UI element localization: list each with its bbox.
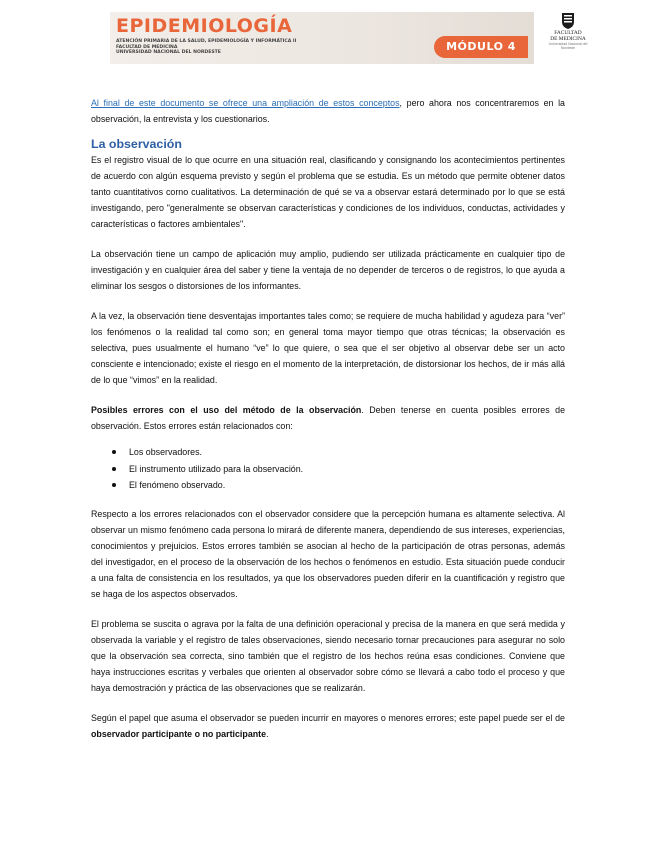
errors-list [91,444,565,494]
modulo-label: MÓDULO 4 [446,40,516,53]
list-item-text: El instrumento utilizado para la observación. [129,463,304,474]
bullet-icon [112,483,116,487]
errors-intro-text: . Deben tenerse en cuenta posibles errores de observación. Estos errores están relacionados con: [91,405,566,431]
modulo-badge [434,36,528,58]
paragraph-definition: Es el registro visual de lo que ocurre en una situación real, clasificando y consignando los acontecimientos pertinentes de acuerdo con algún esquema previsto y según el problema que se estudia. Es un método que permite obtener datos tanto cuantitativos corno cualitativos. La determinación de qué se va a observar estará determinado por lo que se está investigando, pero "generalmente se observan características y condiciones de los individuos, conductas, actividades y características o factores ambientales". [91,155,565,229]
bullet-icon [112,467,116,471]
banner-subtitle [116,39,296,56]
banner-line-1: ATENCIÓN PRIMARIA DE LA SALUD, EPIDEMIOLOGÍA Y INFORMÁTICA II [116,39,297,44]
paragraph-application: La observación tiene un campo de aplicación muy amplio, pudiendo ser utilizada prácticamente en cualquier tipo de investigación y en cualquier área del saber y tiene la ventaja de no depender de terceros o de registros, lo que ayuda a eliminar los sesgos o distorsiones de los informantes. [91,249,565,291]
observer-role-bold: observador participante o no participante [91,728,267,739]
observer-role-end: . [266,728,269,739]
list-item-text: El fenómeno observado. [129,480,226,490]
faculty-logo [546,12,590,64]
paragraph-operational-definition: El problema se suscita o agrava por la falta de una definición operacional y precisa de la manera en que será medida y observada la variable y el registro de tales observaciones, siendo necesario tornar precauciones para asegurar no solo que la observación sea correcta, sino también que el registro de los hechos reúna esas condiciones. Conviene que haya instrucciones escritas y verbales que orienten al observador sobre cómo se llevará a cabo todo el proceso y que haya demostración y práctica de las observaciones que se realizarán. [91,618,565,693]
list-item [91,444,565,461]
document-body [91,95,565,756]
bullet-icon [112,450,116,454]
paragraph-observer-role [91,710,565,742]
banner-line-2: FACULTAD DE MEDICINA [116,44,178,50]
intro-text: , pero ahora nos concentraremos en la observación, la entrevista y los cuestionarios. [91,98,565,124]
list-item [91,477,565,494]
logo-subtitle: Universidad Nacional del Nordeste [548,42,588,50]
crest-icon [561,12,575,30]
errors-subheading: Posibles errores con el uso del método de la observación [91,405,362,415]
intro-paragraph [91,95,565,127]
ampliacion-link[interactable]: Al final de este documento se ofrece una ampliación de estos conceptos [91,98,400,108]
list-item [91,461,565,478]
banner-title: EPIDEMIOLOGÍA [116,15,293,37]
list-item-text: Los observadores. [129,447,203,457]
observer-role-text: Según el papel que asuma el observador se pueden incurrir en mayores o menores errores; este papel puede ser el de [91,712,565,723]
logo-line-1: FACULTAD [554,30,582,36]
logo-line-2: DE MEDICINA [550,36,586,42]
banner-line-3: UNIVERSIDAD NACIONAL DEL NORDESTE [116,50,221,56]
paragraph-disadvantages: A la vez, la observación tiene desventajas importantes tales como; se requiere de mucha habilidad y agudeza para “ver” los fenómenos o la realidad tal como son; en general toma mayor tiempo que otras técnicas; la observación es selectiva, pues usualmente el humano “ve” lo que quiere, o sea que el ser objetivo al observar debe ser un acto consciente e intencionado; existe el riesgo en el momento de la interpretación, de distorsionar los hechos, de ir más allá de lo que “vimos” en la realidad. [91,311,565,385]
paragraph-errors-intro [91,402,565,434]
header-banner [110,12,534,64]
section-heading: La observación [91,137,182,151]
paragraph-observer-errors: Respecto a los errores relacionados con el observador considere que la percepción humana es altamente selectiva. Al observar un mismo fenómeno cada persona lo mirará de diferente manera, dependiendo de sus intereses, experiencias, conocimientos y prejuicios. Estos errores también se asocian al hecho de la participación de otras personas, además del investigador, en el proceso de la observación de los hechos o fenómenos en estudio. Esta situación puede conducir a una falta de consistencia en los resultados, ya que los observadores pueden diferir en la cuantificación y registro que se haga de los aspectos observados. [91,508,565,599]
